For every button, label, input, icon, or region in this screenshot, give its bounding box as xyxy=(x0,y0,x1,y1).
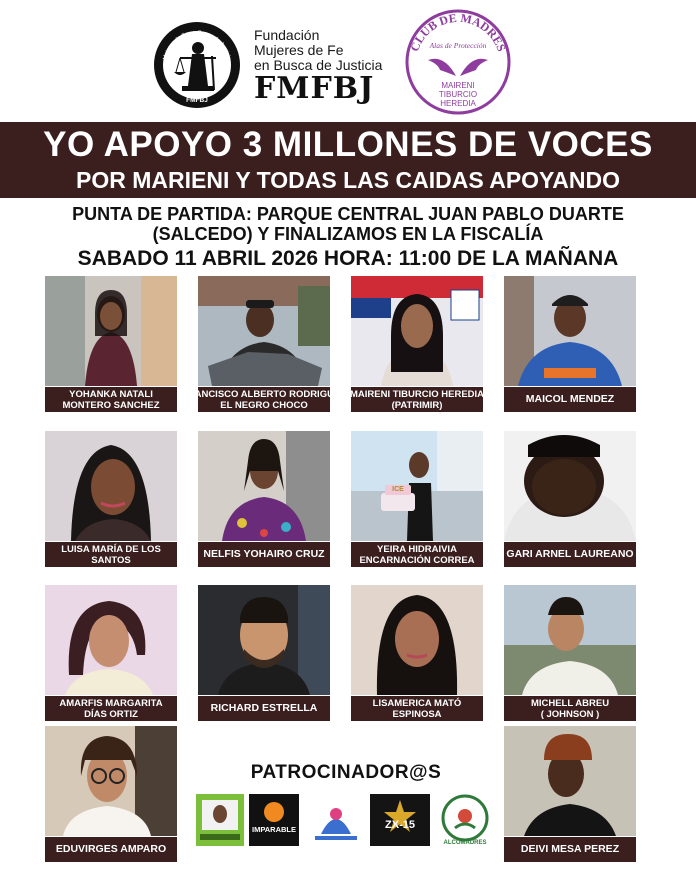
event-info xyxy=(0,204,696,272)
victim-photo xyxy=(198,585,330,695)
fmf-line-2: Mujeres de Fe xyxy=(254,42,344,58)
victim-name: LISAMERICA MATÓ ESPINOSA xyxy=(351,696,483,721)
main-banner xyxy=(0,122,696,198)
victim-card xyxy=(45,726,177,862)
svg-text:ICE: ICE xyxy=(392,486,404,493)
victim-card xyxy=(198,431,330,567)
victim-card xyxy=(45,276,177,412)
victim-name: YEIRA HIDRAIVIA ENCARNACIÓN CORREA xyxy=(351,542,483,567)
victim-photo xyxy=(45,726,177,836)
fmf-acronym: FMFBJ xyxy=(254,71,375,106)
club-name-3: HEREDIA xyxy=(440,99,476,108)
club-subtitle: Alas de Protección xyxy=(429,41,487,50)
club-title: CLUB DE MADRES xyxy=(407,10,509,54)
victim-photo xyxy=(504,726,636,836)
victim-photo xyxy=(45,276,177,386)
banner-subheadline: POR MARIENI Y TODAS LAS CAIDAS APOYANDO xyxy=(76,167,620,193)
victim-card xyxy=(504,276,636,412)
victim-name: GARI ARNEL LAUREANO xyxy=(504,542,636,567)
victim-photo xyxy=(351,276,483,386)
victim-photo xyxy=(351,585,483,695)
event-date: SABADO 11 ABRIL 2026 HORA: 11:00 DE LA MAÑANA xyxy=(77,247,619,270)
svg-text:ALCOMADRES: ALCOMADRES xyxy=(443,840,487,846)
victim-name: AMARFIS MARGARITA DÍAS ORTIZ xyxy=(45,696,177,721)
victim-name: RICHARD ESTRELLA xyxy=(198,696,330,721)
victim-photo xyxy=(351,431,483,541)
victim-card xyxy=(351,585,483,721)
victim-name: FRANCISCO ALBERTO RODRIGUEZ EL NEGRO CHOCO xyxy=(181,388,347,411)
victim-name: MAICOL MENDEZ xyxy=(504,387,636,412)
sponsor-logo-alcomadres xyxy=(437,794,493,846)
fmf-line-3: en Busca de Justicia xyxy=(254,57,383,73)
victim-card xyxy=(198,585,330,721)
svg-text:IMPARABLE: IMPARABLE xyxy=(251,825,297,834)
victim-name: EDUVIRGES AMPARO xyxy=(45,837,177,862)
event-start-line-2: (SALCEDO) Y FINALIZAMOS EN LA FISCALÍA xyxy=(152,224,544,244)
victim-card xyxy=(45,431,177,567)
victim-card xyxy=(504,726,636,862)
header xyxy=(0,0,696,118)
victim-card xyxy=(351,431,483,567)
banner-headline: YO APOYO 3 MILLONES DE VOCES xyxy=(43,125,653,164)
victim-name: LUISA MARÍA DE LOS SANTOS xyxy=(45,542,177,567)
victim-photo xyxy=(504,585,636,695)
sponsor-logo xyxy=(196,794,244,846)
club-de-madres-logo xyxy=(404,8,512,116)
victim-photo xyxy=(504,431,636,541)
victim-name: NELFIS YOHAIRO CRUZ xyxy=(198,542,330,567)
victim-photo xyxy=(45,431,177,541)
club-name-1: MAIRENI xyxy=(441,81,475,90)
svg-text:ZX-15: ZX-15 xyxy=(385,819,415,831)
sponsor-logo xyxy=(307,794,365,846)
victim-name: MAIRENI TIBURCIO HEREDIA (PATRIMIR) xyxy=(349,388,485,411)
victim-card xyxy=(351,276,483,412)
justice-seal-logo xyxy=(152,20,242,110)
victim-card xyxy=(504,585,636,721)
victim-card xyxy=(504,431,636,567)
victim-photo xyxy=(504,276,636,386)
event-start-line-1: PUNTA DE PARTIDA: PARQUE CENTRAL JUAN PABLO DUARTE xyxy=(72,204,624,224)
fmf-line-1: Fundación xyxy=(254,27,320,43)
sponsor-logo-zx15 xyxy=(370,794,430,846)
seal-top-text: Mujeres de Fe en Busca de Justicia xyxy=(162,29,232,61)
victim-card xyxy=(45,585,177,721)
victim-name: YOHANKA NATALI MONTERO SANCHEZ xyxy=(45,387,177,412)
victim-card xyxy=(181,276,347,412)
seal-bottom-text: FMFBJ xyxy=(186,97,208,104)
sponsor-logo-imparable xyxy=(249,794,299,846)
club-name-2: TIBURCIO xyxy=(438,90,478,99)
victim-name: MICHELL ABREU ( JOHNSON ) xyxy=(504,696,636,721)
sponsors-title: PATROCINADOR@S xyxy=(250,762,442,783)
victim-name: DEIVI MESA PEREZ xyxy=(504,837,636,862)
fmf-wordmark xyxy=(254,28,382,105)
victim-photo xyxy=(198,431,330,541)
victim-photo xyxy=(198,276,330,386)
victim-photo xyxy=(45,585,177,695)
